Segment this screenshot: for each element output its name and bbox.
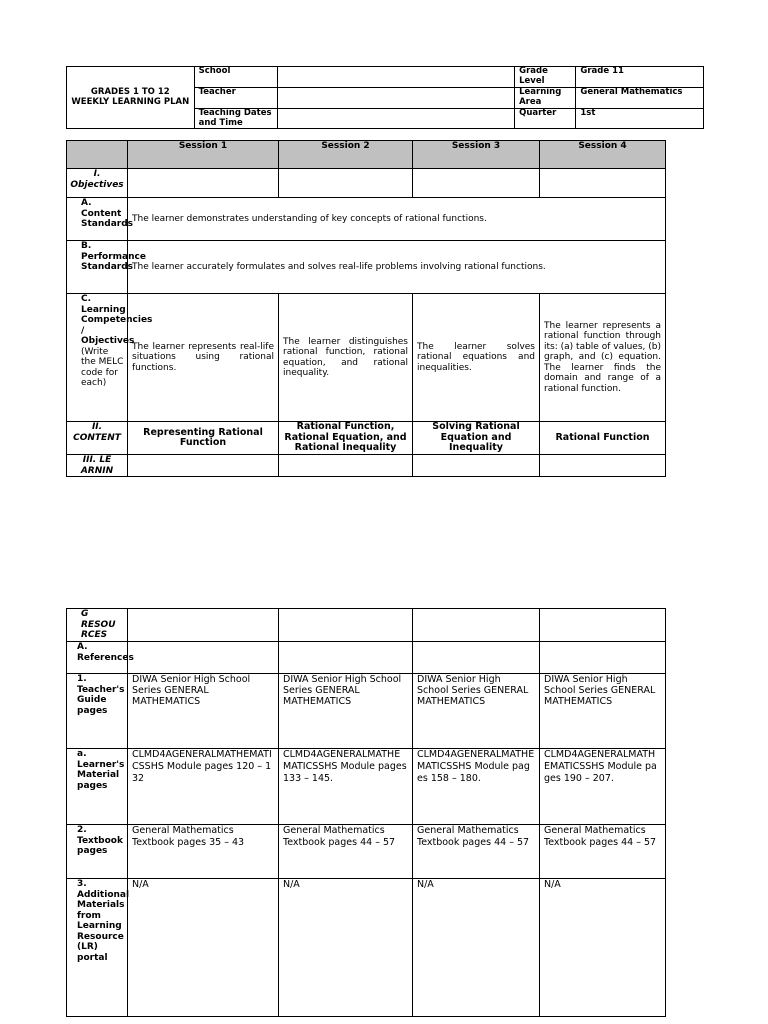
textbook-cell: General Mathematics Textbook pages 35 – 43 xyxy=(128,825,279,879)
empty-cell xyxy=(279,609,413,642)
additional-materials-cell: N/A xyxy=(413,879,540,1017)
session-header: Session 1 xyxy=(128,141,279,169)
textbook-cell: General Mathematics Textbook pages 44 – 57 xyxy=(279,825,413,879)
empty-cell xyxy=(413,609,540,642)
session-header: Session 2 xyxy=(279,141,413,169)
learners-material-cell: CLMD4AGENERALMATHEMATICSSHS Module pages 120 – 132 xyxy=(128,749,279,825)
teachers-guide-cell: DIWA Senior High School Series GENERAL MATHEMATICS xyxy=(279,674,413,749)
teachers-guide-label: 1. Teacher's Guide pages xyxy=(67,674,128,749)
content-label: II. CONTENT xyxy=(67,422,128,455)
content-standards-text: The learner demonstrates understanding of key concepts of rational functions. xyxy=(128,198,666,241)
competency-cell: The learner distinguishes rational function, rational equation, and rational inequality. xyxy=(279,294,413,422)
empty-cell xyxy=(413,455,540,477)
competency-cell: The learner represents a rational function through its: (a) table of values, (b) graph, and (c) equation. The learner finds the domain and range of a rational function. xyxy=(540,294,666,422)
empty-cell xyxy=(540,169,666,198)
performance-standards-label: B. Performance Standards xyxy=(67,241,128,294)
competencies-label: C. Learning Competencies / Objectives xyxy=(81,294,153,346)
competency-cell: The learner represents real-life situations using rational functions. xyxy=(128,294,279,422)
quarter-value: 1st xyxy=(576,109,704,129)
content-cell: Rational Function xyxy=(540,422,666,455)
textbook-label: 2. Textbook pages xyxy=(67,825,128,879)
dates-label: Teaching Dates and Time xyxy=(194,109,277,129)
grade-level-label: Grade Level xyxy=(515,67,576,88)
session-header: Session 4 xyxy=(540,141,666,169)
learning-resources-label-start: III. LE ARNIN xyxy=(67,455,128,477)
learning-area-value: General Mathematics xyxy=(576,88,704,109)
empty-cell xyxy=(540,609,666,642)
empty-cell xyxy=(413,169,540,198)
teachers-guide-cell: DIWA Senior High School Series GENERAL MATHEMATICS xyxy=(413,674,540,749)
empty-cell xyxy=(128,455,279,477)
teachers-guide-cell: DIWA Senior High School Series GENERAL MATHEMATICS xyxy=(540,674,666,749)
textbook-cell: General Mathematics Textbook pages 44 – 57 xyxy=(540,825,666,879)
competencies-note: (Write the MELC code for each) xyxy=(81,346,124,388)
competencies-label-cell xyxy=(67,294,153,422)
teacher-label: Teacher xyxy=(194,88,277,109)
learning-area-label: Learning Area xyxy=(515,88,576,109)
content-cell: Solving Rational Equation and Inequality xyxy=(413,422,540,455)
additional-materials-cell: N/A xyxy=(279,879,413,1017)
corner-cell xyxy=(67,141,128,169)
school-label: School xyxy=(194,67,277,88)
teacher-value xyxy=(277,88,514,109)
objectives-label: I. Objectives xyxy=(67,169,128,198)
learners-material-cell: CLMD4AGENERALMATHEMATICSSHS Module pages 133 – 145. xyxy=(279,749,413,825)
textbook-cell: General Mathematics Textbook pages 44 – 57 xyxy=(413,825,540,879)
plan-title: GRADES 1 TO 12 WEEKLY LEARNING PLAN xyxy=(67,67,195,129)
teachers-guide-cell: DIWA Senior High School Series GENERAL MATHEMATICS xyxy=(128,674,279,749)
competency-cell: The learner solves rational equations and inequalities. xyxy=(413,294,540,422)
empty-cell xyxy=(279,642,413,674)
learners-material-label: a. Learner's Material pages xyxy=(67,749,128,825)
additional-materials-cell: N/A xyxy=(540,879,666,1017)
empty-cell xyxy=(128,642,279,674)
content-cell: Rational Function, Rational Equation, and Rational Inequality xyxy=(279,422,413,455)
empty-cell xyxy=(413,642,540,674)
grade-level-value: Grade 11 xyxy=(576,67,704,88)
learners-material-cell: CLMD4AGENERALMATHEMATICSSHS Module pages 190 – 207. xyxy=(540,749,666,825)
empty-cell xyxy=(540,455,666,477)
empty-cell xyxy=(128,609,279,642)
school-value xyxy=(277,67,514,88)
learners-material-cell: CLMD4AGENERALMATHEMATICSSHS Module pages 158 – 180. xyxy=(413,749,540,825)
content-standards-label: A. Content Standards xyxy=(67,198,128,241)
learning-resources-label-end: G RESOU RCES xyxy=(67,609,128,642)
empty-cell xyxy=(279,169,413,198)
references-label: A. References xyxy=(67,642,128,674)
resources-table xyxy=(66,608,666,1017)
session-header: Session 3 xyxy=(413,141,540,169)
quarter-label: Quarter xyxy=(515,109,576,129)
weekly-plan-table xyxy=(66,140,666,477)
additional-materials-label: 3. Additional Materials from Learning Resource (LR) portal xyxy=(67,879,128,1017)
additional-materials-cell: N/A xyxy=(128,879,279,1017)
empty-cell xyxy=(540,642,666,674)
performance-standards-text: The learner accurately formulates and solves real-life problems involving rational functions. xyxy=(128,241,666,294)
empty-cell xyxy=(279,455,413,477)
header-table xyxy=(66,66,704,129)
empty-cell xyxy=(128,169,279,198)
dates-value xyxy=(277,109,514,129)
content-cell: Representing Rational Function xyxy=(128,422,279,455)
